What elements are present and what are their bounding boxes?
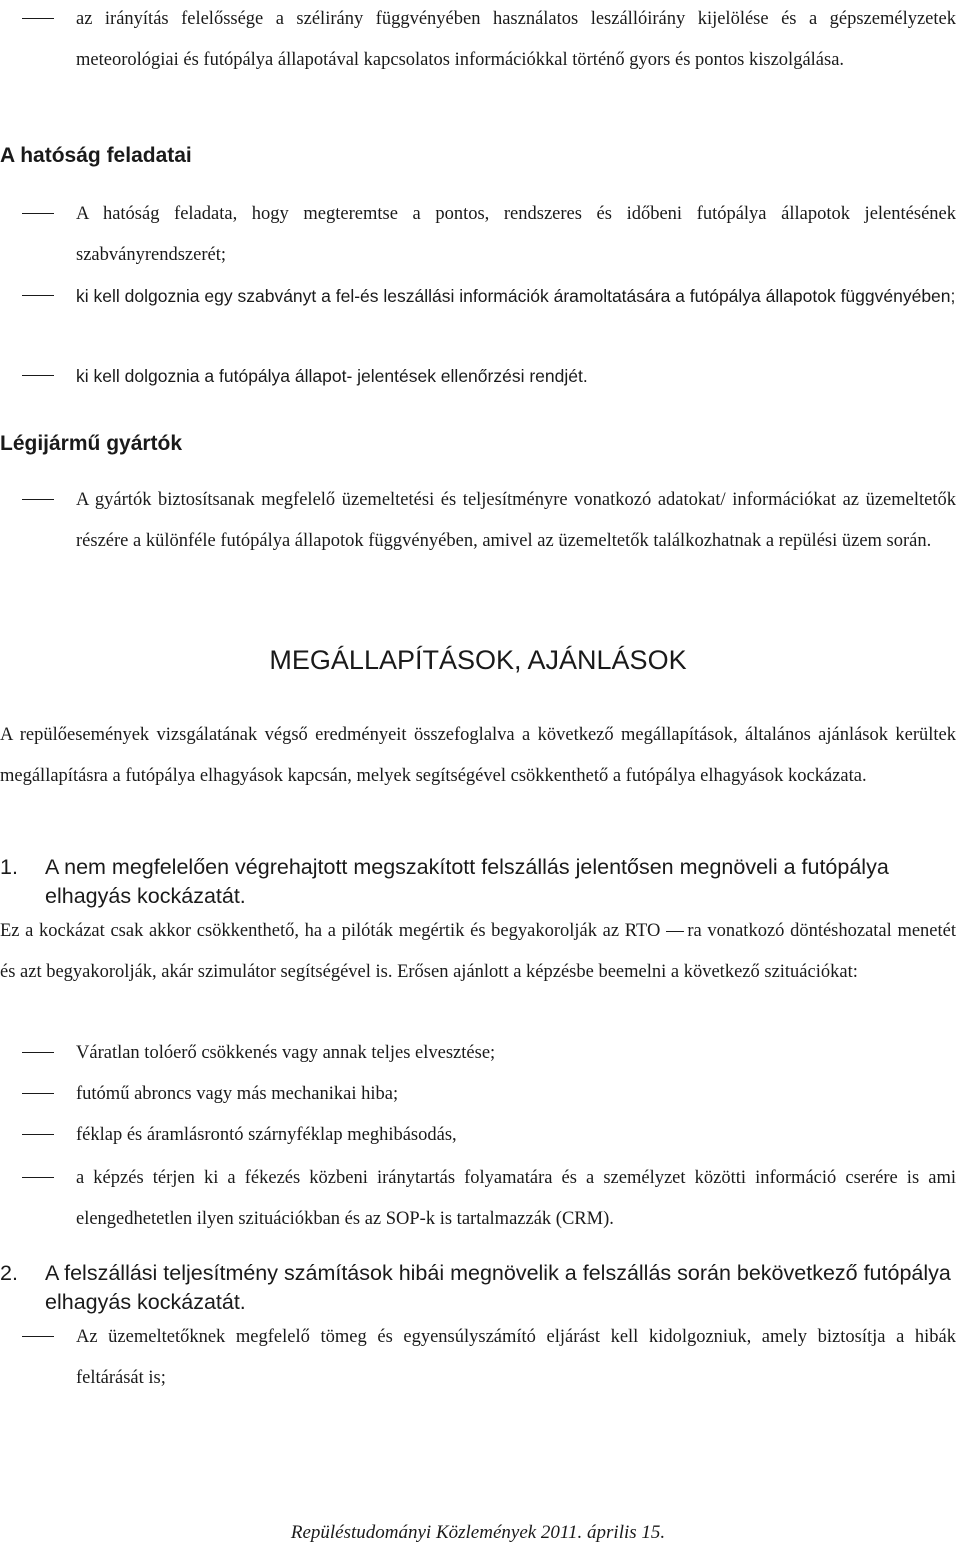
list-item xyxy=(0,276,956,317)
heading-text: A felszállási teljesítmény számítások hibái megnövelik a felszállás során bekövetkező futópálya elhagyás kockázatát. xyxy=(45,1261,951,1314)
list-item-text: Váratlan tolóerő csökkenés vagy annak teljes elvesztése; xyxy=(76,1043,496,1063)
dash-bullet-icon xyxy=(22,375,54,376)
list-item xyxy=(0,0,956,81)
dash-bullet-icon xyxy=(22,213,54,214)
list-item xyxy=(0,1033,956,1074)
list-item-text: A hatóság feladata, hogy megteremtse a pontos, rendszeres és időbeni futópálya állapotok jelentésének szabványrendszerét; xyxy=(76,204,956,265)
list-item-text: ki kell dolgoznia egy szabványt a fel-és leszállási információk áramoltatására a futópálya állapotok függvényében; xyxy=(76,286,956,306)
list-item-text: A gyártók biztosítsanak megfelelő üzemeltetési és teljesítményre vonatkozó adatokat/ információkat az üzemeltetők részére a különféle futópálya állapotok függvényében, amivel az üzemeltetők találkozhatnak a repülési üzem során. xyxy=(76,490,956,551)
list-item xyxy=(0,480,956,562)
paragraph-text-b: ra vonatkozó döntéshozatal menetét és azt begyakorolják, akár szimulátor segítségével is. Erősen ajánlott a képzésbe beemelni a következő szituációkat: xyxy=(0,921,956,982)
dash-bullet-icon xyxy=(22,18,54,19)
list-item xyxy=(0,356,956,397)
numbered-heading-2 xyxy=(0,1259,956,1317)
dash-bullet-icon xyxy=(22,1093,54,1094)
dash-bullet-icon xyxy=(22,1134,54,1135)
list-item-text: Az üzemeltetőknek megfelelő tömeg és egyensúlyszámító eljárást kell kidolgozniuk, amely biztosítja a hibák feltárását is; xyxy=(76,1327,956,1388)
list-item xyxy=(0,194,956,276)
list-item-text: futómű abroncs vagy más mechanikai hiba; xyxy=(76,1084,399,1104)
list-item xyxy=(0,1115,956,1156)
point1-paragraph xyxy=(0,911,956,993)
list-item xyxy=(0,1158,956,1240)
inline-dash-icon xyxy=(666,931,684,932)
numbered-heading-1 xyxy=(0,853,956,911)
heading-text: A nem megfelelően végrehajtott megszakított felszállás jelentősen megnöveli a futópálya elhagyás kockázatát. xyxy=(45,855,889,908)
list-item-text: a képzés térjen ki a fékezés közbeni iránytartás folyamatára és a személyzet közötti információ cserére is ami elengedhetetlen ilyen szituációkban és az SOP-k is tartalmazzák (CRM). xyxy=(76,1168,956,1229)
list-item xyxy=(0,1317,956,1399)
section-heading-authority: A hatóság feladatai xyxy=(0,144,192,167)
findings-heading: MEGÁLLAPÍTÁSOK, AJÁNLÁSOK xyxy=(269,645,687,675)
paragraph-text-a: Ez a kockázat csak akkor csökkenthető, ha a pilóták megértik és begyakorolják az RTO xyxy=(0,921,661,941)
list-item-text: ki kell dolgoznia a futópálya állapot- jelentések ellenőrzési rendjét. xyxy=(76,366,588,386)
heading-number: 1. xyxy=(0,855,18,879)
list-item-text: az irányítás felelőssége a szélirány függvényében használatos leszállóirány kijelölése és a gépszemélyzetek meteorológiai és futópálya állapotával kapcsolatos információkkal történő gyors és pontos kiszolgálása. xyxy=(76,9,956,70)
dash-bullet-icon xyxy=(22,1052,54,1053)
page-footer: Repüléstudományi Közlemények 2011. április 15. xyxy=(290,1522,666,1543)
section-heading-manufacturers: Légijármű gyártók xyxy=(0,432,183,455)
heading-number: 2. xyxy=(0,1261,18,1285)
list-item xyxy=(0,1074,956,1115)
findings-intro: A repülőesemények vizsgálatának végső eredményeit összefoglalva a következő megállapítások, általános ajánlások kerültek megállapításra a futópálya elhagyások kapcsán, melyek segítségével csökkenthető a futópálya elhagyások kockázata. xyxy=(0,725,956,786)
dash-bullet-icon xyxy=(22,1336,54,1337)
dash-bullet-icon xyxy=(22,499,54,500)
dash-bullet-icon xyxy=(22,1177,54,1178)
dash-bullet-icon xyxy=(22,295,54,296)
list-item-text: féklap és áramlásrontó szárnyféklap meghibásodás, xyxy=(76,1125,457,1145)
